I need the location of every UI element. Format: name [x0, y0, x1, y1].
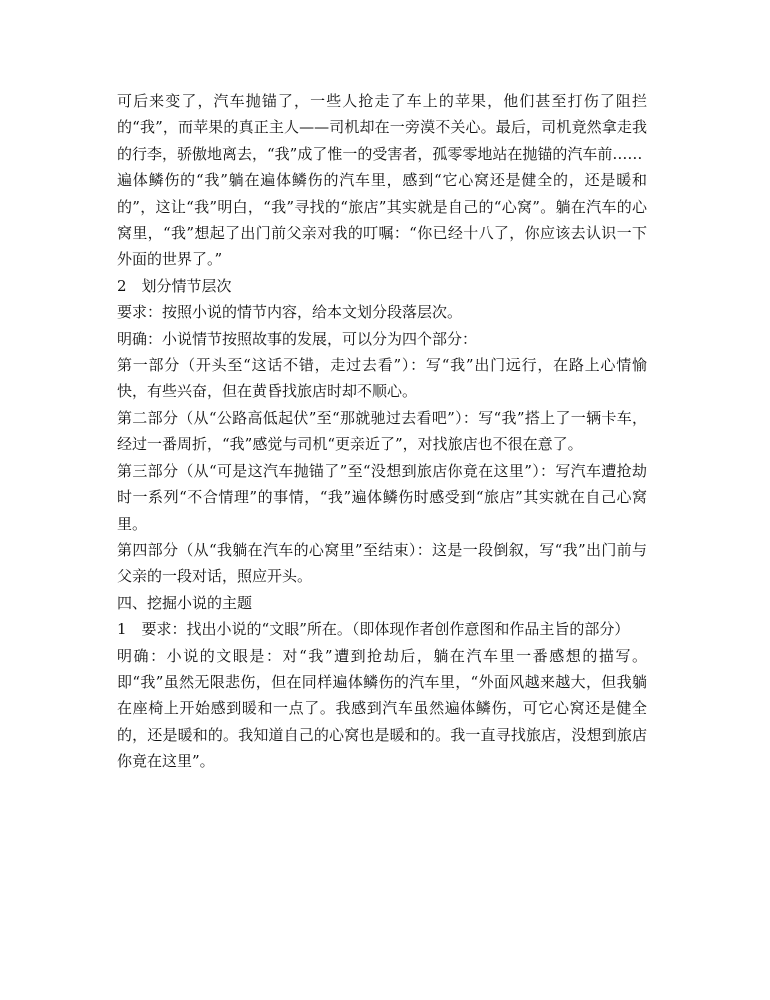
section-heading-plot-levels: 2 划分情节层次	[117, 276, 232, 295]
paragraph-part-one: 第一部分（开头至“这话不错，走过去看”）：写“我”出门远行，在路上心情愉快，有些兴奋，但在黄昏找旅店时却不顺心。	[117, 356, 647, 401]
document-page	[117, 88, 647, 775]
paragraph-clarification: 明确：小说情节按照故事的发展，可以分为四个部分：	[117, 329, 478, 348]
section-heading-theme: 四、挖掘小说的主题	[117, 593, 253, 612]
paragraph-theme-requirement: 1 要求：找出小说的“文眼”所在。（即体现作者创作意图和作品主旨的部分）	[117, 620, 630, 639]
paragraph-heart-warm: 遍体鳞伤的“我”躺在遍体鳞伤的汽车里，感到“它心窝还是健全的，还是暖和的”，这让“我”明白，“我”寻找的“旅店”其实就是自己的“心窝”。躺在汽车的心窝里，“我”想起了出门前父亲对我的叮嘱：“你已经十八了，你应该去认识一下外面的世界了。”	[117, 171, 647, 269]
paragraph-part-four: 第四部分（从“我躺在汽车的心窝里”至结束）：这是一段倒叙，写“我”出门前与父亲的一段对话，照应开头。	[117, 540, 647, 586]
paragraph-part-two: 第二部分（从“公路高低起伏”至“那就驰过去看吧”）：写“我”搭上了一辆卡车，经过一番周折，“我”感觉与司机“更亲近了”，对找旅店也不很在意了。	[117, 408, 647, 454]
paragraph-requirement: 要求：按照小说的情节内容，给本文划分段落层次。	[117, 303, 463, 322]
paragraph-theme-clarification: 明确：小说的文眼是：对“我”遭到抢劫后，躺在汽车里一番感想的描写。即“我”虽然无限悲伤，但在同样遍体鳞伤的汽车里，“外面风越来越大，但我躺在座椅上开始感到暖和一点了。我感到汽车虽然遍体鳞伤，可它心窝还是健全的，还是暖和的。我知道自己的心窝也是暖和的。我一直寻找旅店，没想到旅店你竟在这里”。	[117, 646, 647, 771]
paragraph-story-turn: 可后来变了，汽车抛锚了，一些人抢走了车上的苹果，他们甚至打伤了阻拦的“我”，而苹果的真正主人——司机却在一旁漠不关心。最后，司机竟然拿走我的行李，骄傲地离去，“我”成了惟一的受害者，孤零零地站在抛锚的汽车前……	[117, 92, 647, 163]
paragraph-part-three: 第三部分（从“可是这汽车抛锚了”至“没想到旅店你竟在这里”）：写汽车遭抢劫时一系列“不合情理”的事情，“我”遍体鳞伤时感受到“旅店”其实就在自己心窝里。	[117, 461, 647, 533]
